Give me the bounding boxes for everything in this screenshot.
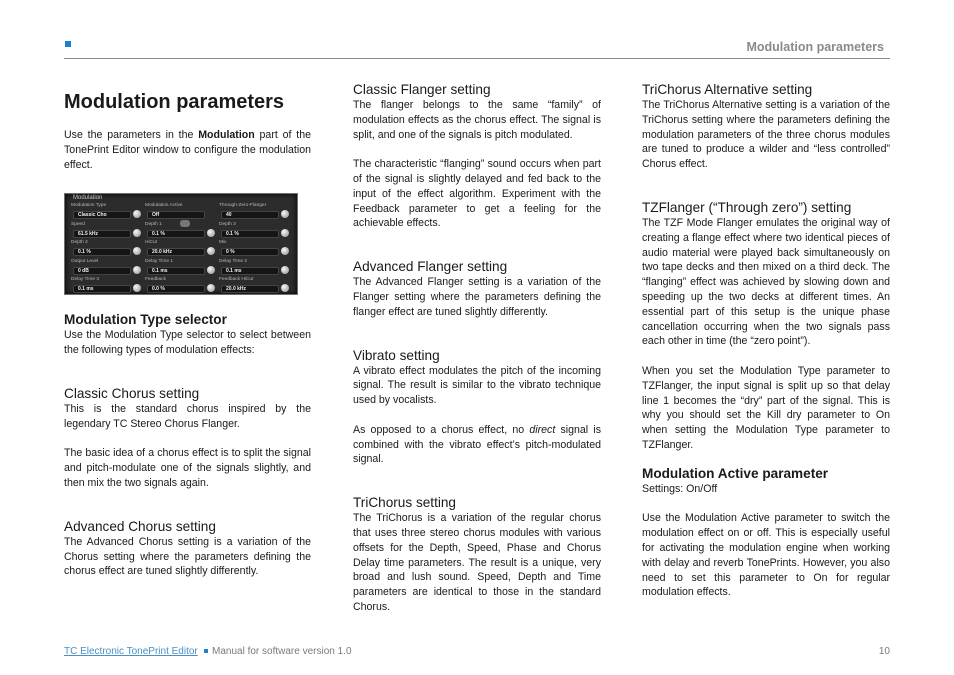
paragraph: The TZF Mode Flanger emulates the original way of creating a flange effect where two identical pieces of audio material were played back simultaneously on two tape decks and then mixed on a third deck. The “flanging” effect was achieved by slowing down and speeding up the two decks at different times. An essential part of this setup is the unique phase cancellation occurring when the two signals pass each other in time (the “zero point”). (642, 216, 890, 348)
panel-parameter-field (147, 285, 205, 293)
panel-parameter (219, 259, 289, 279)
section-heading-classic-flanger: Classic Flanger setting (353, 82, 491, 97)
panel-parameter-label: Through-Zero-Flanger (219, 203, 267, 209)
panel-parameter-label: Depth 2 (71, 240, 88, 246)
section-heading-trichorus-alternative: TriChorus Alternative setting (642, 82, 813, 97)
running-header-title: Modulation parameters (746, 40, 884, 54)
panel-parameter-label: Modulation Type (71, 203, 107, 209)
knob-icon (281, 284, 289, 292)
panel-parameter-field (73, 230, 131, 238)
page-number: 10 (878, 646, 890, 657)
panel-parameter-field (221, 285, 279, 293)
header-divider (64, 58, 890, 59)
section-heading-modulation-active: Modulation Active parameter (642, 465, 829, 481)
paragraph: Settings: On/Off (642, 482, 718, 495)
panel-parameter-field (147, 267, 205, 275)
knob-icon (133, 229, 141, 237)
paragraph: As opposed to a chorus effect, no direct signal is combined with the vibrato effect’s pitch-modulated signal. (353, 423, 601, 466)
intro-paragraph: Use the parameters in the Modulation part of the TonePrint Editor window to configure the modulation effect. (64, 129, 311, 171)
panel-parameter-label: Output Level (71, 258, 99, 264)
panel-parameter-value: 0.1 ms (78, 286, 94, 293)
panel-parameter (71, 240, 141, 260)
panel-parameter-label: Depth 1 (145, 221, 162, 227)
knob-icon (281, 247, 289, 255)
section-heading-trichorus: TriChorus setting (353, 495, 456, 511)
panel-parameter-field (73, 248, 131, 256)
panel-parameter (219, 222, 289, 242)
footer-square-icon (204, 649, 208, 653)
panel-parameter (145, 277, 215, 297)
panel-parameter-value: 0.1 % (152, 230, 165, 237)
column-3 (642, 82, 890, 600)
panel-parameter-label: Feedback (145, 277, 167, 283)
paragraph: A vibrato effect modulates the pitch of the incoming signal. The result is similar to the vibrato technique used by vocalists. (353, 364, 601, 407)
panel-title: Modulation (73, 195, 103, 202)
paragraph: The characteristic “flanging” sound occurs when part of the signal is slightly delayed and fed back to the input of the effect algorithm. Experiment with the Feedback parameter to get a feeling for the achievable effects. (353, 158, 601, 230)
knob-icon (207, 247, 215, 255)
panel-parameter (145, 259, 215, 279)
section-heading-vibrato: Vibrato setting (353, 347, 440, 363)
panel-parameter-value: Classic Cho (78, 212, 107, 219)
column-2 (353, 82, 601, 615)
panel-parameter-label: Feedback HiCut (219, 277, 254, 283)
section-heading-advanced-chorus: Advanced Chorus setting (64, 518, 216, 534)
panel-parameter-field (73, 267, 131, 275)
footer-manual-version: Manual for software version 1.0 (212, 646, 352, 657)
panel-parameter (71, 222, 141, 242)
panel-parameter-label: Depth 3 (219, 221, 236, 227)
panel-parameter-value: 20.0 kHz (226, 286, 247, 293)
knob-icon (133, 266, 141, 274)
knob-icon (281, 266, 289, 274)
panel-parameter-value: 0 dB (78, 267, 89, 274)
panel-parameter-field (221, 230, 279, 238)
header-square-icon (65, 41, 71, 47)
panel-parameter-field (221, 211, 279, 219)
panel-parameter-value: 0.1 ms (152, 267, 168, 274)
paragraph: The flanger belongs to the same “family” of modulation effects as the chorus effect. The signal is split, and one of the signals is pitch modulated. (353, 99, 601, 141)
knob-icon (207, 284, 215, 292)
panel-parameter-value: 0.1 ms (226, 267, 242, 274)
paragraph: Use the Modulation Active parameter to switch the modulation effect on or off. This is especially useful for activating the modulation engine when working with delay and reverb TonePrints. However, you also need to set this parameter to On for regular modulation effects. (642, 512, 890, 599)
panel-parameter-value: 0.1 % (78, 249, 91, 256)
paragraph: This is the standard chorus inspired by the legendary TC Stereo Chorus Flanger. (64, 402, 311, 430)
page-title: Modulation parameters (64, 91, 285, 113)
knob-icon (133, 247, 141, 255)
panel-parameter-field (221, 267, 279, 275)
panel-parameter-label: Delay Time 1 (145, 258, 173, 264)
modulation-term: Modulation (198, 129, 255, 141)
panel-parameter-value: 40 (226, 212, 232, 219)
panel-parameter-field (73, 285, 131, 293)
panel-parameter-label: Delay Time 3 (71, 277, 99, 283)
panel-parameter-label: Delay Time 2 (219, 258, 247, 264)
panel-parameter (145, 222, 215, 242)
section-heading-advanced-flanger: Advanced Flanger setting (353, 259, 508, 275)
paragraph: The TriChorus Alternative setting is a variation of the TriChorus setting where the parameters defining the modulation parameters of the three chorus modules are tuned to produce a wilder and “less controlled” Chorus effect. (642, 99, 890, 171)
panel-parameter-field (221, 248, 279, 256)
panel-parameter (219, 203, 289, 223)
panel-parameter-field (147, 248, 205, 256)
section-heading-modulation-type-selector: Modulation Type selector (64, 312, 227, 328)
panel-parameter (71, 203, 141, 223)
knob-icon (133, 284, 141, 292)
panel-parameter-label: Speed (71, 221, 85, 227)
panel-parameter-value: 0.1 % (226, 230, 239, 237)
column-1 (64, 82, 311, 579)
panel-parameter (219, 240, 289, 260)
modulation-panel-screenshot (64, 193, 298, 295)
panel-parameter (71, 277, 141, 297)
panel-parameter (145, 240, 215, 260)
panel-parameter-label: HiCut (145, 240, 157, 246)
panel-parameter-value: Off (152, 212, 160, 219)
section-heading-tzflanger: TZFlanger (“Through zero”) setting (642, 199, 852, 215)
knob-icon (207, 229, 215, 237)
panel-parameter (71, 259, 141, 279)
knob-icon (207, 266, 215, 274)
emphasis-direct: direct (529, 423, 556, 436)
paragraph: The Advanced Chorus setting is a variation of the Chorus setting where the parameters defining the chorus effect are tuned slightly differently. (64, 535, 311, 578)
panel-parameter (219, 277, 289, 297)
panel-parameter-label: Modulation Active (145, 203, 183, 209)
paragraph: The Advanced Flanger setting is a variation of the Flanger setting where the parameters defining the flanger effect are tuned slightly differently. (353, 276, 601, 318)
knob-icon (133, 210, 141, 218)
section-heading-classic-chorus: Classic Chorus setting (64, 385, 200, 401)
paragraph: Use the Modulation Type selector to select between the following types of modulation effects: (64, 329, 311, 357)
panel-parameter-field (147, 211, 205, 219)
panel-parameter-field (147, 230, 205, 238)
panel-parameter-value: 20.0 kHz (152, 249, 173, 256)
paragraph: The basic idea of a chorus effect is to split the signal and pitch-modulate one of the signals slightly, and then mix the two signals again. (64, 447, 311, 489)
knob-icon (281, 210, 289, 218)
footer-product-link[interactable]: TC Electronic TonePrint Editor (64, 646, 198, 657)
panel-parameter-value: 0.0 % (152, 286, 165, 293)
panel-parameter-value: 0 % (226, 249, 235, 256)
paragraph: The TriChorus is a variation of the regular chorus that uses three stereo chorus modules with various offsets for the Depth, Speed, Phase and Chorus Delay time parameters. The result is a unique, very broad and lush sound. Speed, Depth and Time parameters are identical to those in the standard Chorus. (353, 512, 601, 613)
panel-parameter-value: 61.5 kHz (78, 230, 99, 237)
panel-parameter-field (73, 211, 131, 219)
panel-parameter (145, 203, 215, 223)
paragraph: When you set the Modulation Type parameter to TZFlanger, the input signal is split up so that delay line 1 becomes the “dry” part of the signal. This is why you should set the Kill dry parameter to On when setting the Modulation Type parameter to TZFlanger. (642, 364, 890, 451)
knob-icon (281, 229, 289, 237)
panel-parameter-label: Mix (219, 240, 227, 246)
